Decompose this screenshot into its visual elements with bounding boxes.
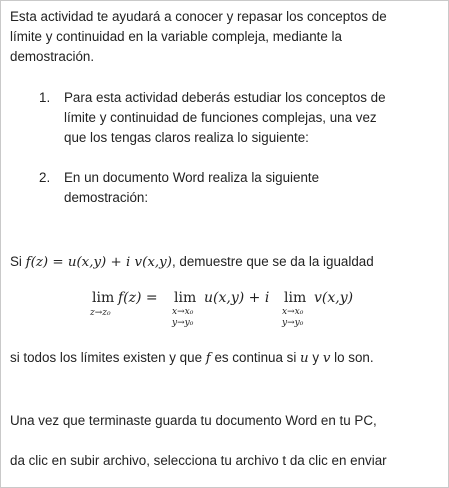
intro-line: límite y continuidad en la variable compleja, mediante la (10, 29, 342, 44)
condition-v: v (322, 351, 331, 366)
list-number: 2. (39, 170, 51, 185)
lim-subscript: z→z₀ (90, 308, 111, 318)
rhs-expression: v(x,y) (314, 290, 354, 306)
lhs-expression: f(z) = (118, 290, 158, 306)
list-text (64, 88, 386, 148)
lim-subscript: y→y₀ (172, 318, 194, 328)
limit-equation (88, 288, 388, 332)
lim-operator: lim (92, 290, 115, 306)
intro-paragraph (10, 7, 387, 67)
list-line: que los tengas claros realiza lo siguiente: (64, 130, 309, 145)
condition-f: f (205, 351, 211, 366)
condition-text: si todos los límites existen y que (10, 350, 206, 365)
closing-line-1: Una vez que terminaste guarda tu documento Word en tu PC, (10, 413, 377, 428)
list-line: límite y continuidad de funciones complejas, una vez (64, 110, 377, 125)
lim-operator: lim (174, 290, 197, 306)
closing-line-2: da clic en subir archivo, selecciona tu archivo t da clic en enviar (10, 453, 387, 468)
statement-line (10, 252, 374, 273)
statement-prefix: Si (10, 254, 26, 269)
intro-line: Esta actividad te ayudará a conocer y repasar los conceptos de (10, 9, 387, 24)
mid-expression: u(x,y) + i (204, 290, 270, 306)
list-line: En un documento Word realiza la siguiente (64, 170, 320, 185)
lim-subscript: x→x₀ (282, 307, 304, 317)
list-text (64, 168, 319, 208)
list-line: demostración: (64, 190, 149, 205)
lim-subscript: y→y₀ (282, 318, 304, 328)
lim-subscript: x→x₀ (172, 307, 194, 317)
list-line: Para esta actividad deberás estudiar los conceptos de (64, 90, 386, 105)
condition-text: y (308, 350, 323, 365)
intro-line: demostración. (10, 49, 95, 64)
statement-suffix: , demuestre que se da la igualdad (171, 254, 374, 269)
condition-u: u (300, 351, 309, 366)
condition-text: lo son. (330, 350, 374, 365)
statement-formula: f(z) = u(x,y) + i v(x,y) (25, 255, 172, 270)
list-number: 1. (39, 90, 51, 105)
condition-line (10, 348, 374, 369)
condition-text: es continua si (210, 350, 301, 365)
lim-operator: lim (284, 290, 307, 306)
